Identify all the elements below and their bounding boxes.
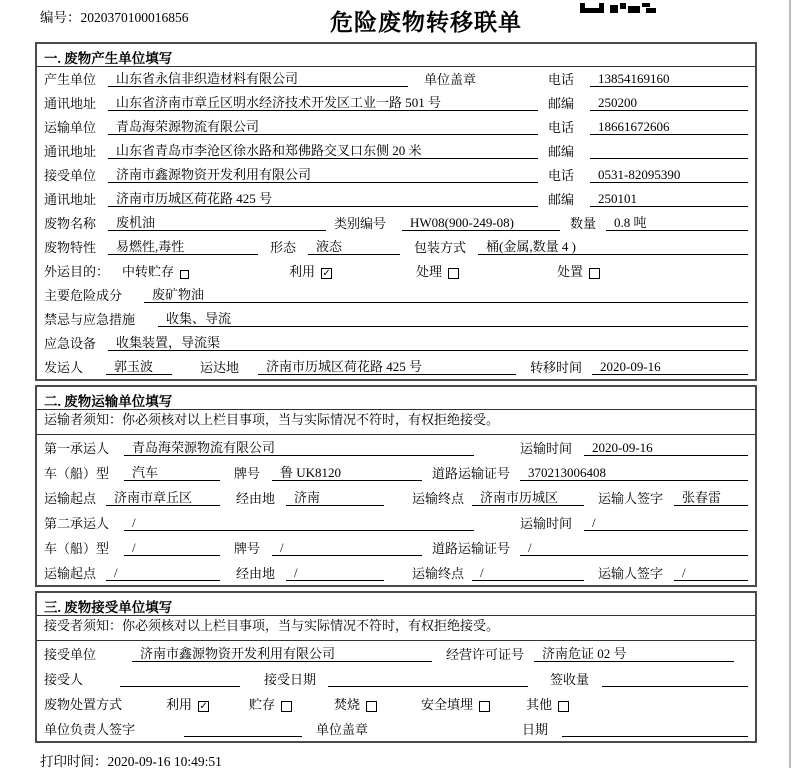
- producer-address-value: 山东省济南市章丘区明水经济技术开发区工业一路 501 号: [108, 95, 538, 111]
- transporter-phone-label: 电话: [548, 120, 575, 135]
- route1-start-label: 运输起点: [44, 491, 97, 506]
- vehicle1-plate-value: 鲁 UK8120: [272, 465, 422, 481]
- row-receive-unit: [37, 641, 755, 666]
- waste-character-value: 易燃性,毒性: [108, 239, 258, 255]
- route2-end-label: 运输终点: [412, 566, 465, 581]
- row-disposal-method: [37, 691, 755, 716]
- section-producer: [35, 42, 757, 381]
- producer-unit-value: 山东省永信非织造材料有限公司: [108, 71, 408, 87]
- row-producer-address: [37, 91, 755, 115]
- row-receiver-unit: [37, 163, 755, 187]
- packing-value: 桶(金属,数量 4 ): [478, 239, 748, 255]
- route1-sign-label: 运输人签字: [598, 491, 664, 506]
- route1-via-value: 济南: [286, 490, 384, 506]
- receiver-address-value: 济南市历城区荷花路 425 号: [108, 191, 538, 207]
- row-receive-notice: [37, 616, 755, 641]
- receive-notice-text: 你必须核对以上栏目事项，当与实际情况不符时，有权拒绝接受。: [122, 618, 500, 633]
- row-vehicle2: [37, 535, 755, 560]
- transporter-address-label: 通讯地址: [44, 144, 97, 159]
- vehicle2-plate-label: 牌号: [234, 541, 261, 556]
- producer-zip-value: 250200: [590, 95, 748, 111]
- print-time-value: 2020-09-16 10:49:51: [107, 754, 222, 768]
- waste-form-value: 液态: [308, 239, 400, 255]
- transport-time1-label: 运输时间: [520, 441, 573, 456]
- vehicle1-plate-label: 牌号: [234, 466, 261, 481]
- vehicle2-license-value: /: [520, 540, 748, 556]
- section-receive: [35, 591, 757, 743]
- transfer-time-label: 转移时间: [530, 360, 583, 375]
- sign-date-label: 日期: [522, 722, 549, 737]
- acceptor-value: [120, 671, 240, 687]
- receive-unit-value: 济南市鑫源物资开发利用有限公司: [132, 646, 432, 662]
- row-vehicle1: [37, 460, 755, 485]
- row-first-carrier: [37, 435, 755, 460]
- emergency-equipment-label: 应急设备: [44, 336, 97, 351]
- waste-qty-label: 数量: [570, 216, 597, 231]
- receiver-unit-value: 济南市鑫源物资开发利用有限公司: [108, 167, 538, 183]
- destination-value: 济南市历城区荷花路 425 号: [258, 359, 516, 375]
- purpose-dispose-checkbox: [589, 268, 600, 279]
- row-route2: [37, 560, 755, 585]
- document-number-label: 编号：: [40, 10, 81, 25]
- section-transport: [35, 385, 757, 587]
- hazard-component-value: 废矿物油: [144, 287, 748, 303]
- route1-end-label: 运输终点: [412, 491, 465, 506]
- vehicle1-license-value: 370213006408: [520, 465, 748, 481]
- first-carrier-label: 第一承运人: [44, 441, 110, 456]
- row-emergency-equipment: [37, 331, 755, 355]
- transporter-zip-value: [590, 143, 748, 159]
- route1-start-value: 济南市章丘区: [106, 490, 220, 506]
- disposal-option-incinerate: 焚烧: [334, 697, 361, 712]
- disposal-landfill-checkbox: [479, 701, 490, 712]
- route2-via-label: 经由地: [236, 566, 276, 581]
- row-transfer-purpose: [37, 259, 755, 283]
- row-hazard-component: [37, 283, 755, 307]
- responsible-sign-value: [184, 721, 302, 737]
- row-transport-notice: [37, 410, 755, 435]
- row-producer-unit: [37, 67, 755, 91]
- manifest-form: [35, 42, 757, 747]
- operating-license-value: 济南危证 02 号: [534, 646, 734, 662]
- route1-via-label: 经由地: [236, 491, 276, 506]
- receiver-zip-label: 邮编: [548, 192, 575, 207]
- route2-sign-value: /: [674, 565, 748, 581]
- transporter-address-value: 山东省青岛市李沧区徐水路和郑佛路交叉口东侧 20 米: [108, 143, 538, 159]
- received-qty-value: [602, 671, 748, 687]
- receive-unit-label: 接受单位: [44, 647, 97, 662]
- transporter-unit-value: 青岛海荣源物流有限公司: [108, 119, 538, 135]
- first-carrier-value: 青岛海荣源物流有限公司: [124, 440, 474, 456]
- transport-time1-value: 2020-09-16: [584, 440, 748, 456]
- row-consignor: [37, 355, 755, 379]
- disposal-option-utilize: 利用: [166, 697, 193, 712]
- route1-sign-value: 张春雷: [674, 490, 748, 506]
- receiver-phone-label: 电话: [548, 168, 575, 183]
- waste-category-label: 类别编号: [334, 216, 387, 231]
- purpose-option-utilize: 利用: [289, 264, 316, 279]
- transport-notice-text: 你必须核对以上栏目事项，当与实际情况不符时，有权拒绝接受。: [122, 412, 500, 427]
- row-acceptor: [37, 666, 755, 691]
- producer-phone-label: 电话: [548, 72, 575, 87]
- disposal-utilize-checkbox: ✓: [199, 701, 208, 712]
- row-waste-name: [37, 211, 755, 235]
- waste-name-value: 废机油: [108, 215, 326, 231]
- purpose-option-treat: 处理: [416, 264, 443, 279]
- purpose-option-storage: 中转贮存: [122, 264, 175, 279]
- waste-form-label: 形态: [270, 240, 297, 255]
- disposal-storage-checkbox: [281, 701, 292, 712]
- transporter-unit-label: 运输单位: [44, 120, 97, 135]
- disposal-option-storage: 贮存: [249, 697, 276, 712]
- vehicle1-license-label: 道路运输证号: [432, 466, 511, 481]
- packing-label: 包装方式: [414, 240, 467, 255]
- vehicle2-type-label: 车（船）型: [44, 541, 110, 556]
- row-transporter-unit: [37, 115, 755, 139]
- disposal-option-other: 其他: [526, 697, 553, 712]
- route2-end-value: /: [472, 565, 584, 581]
- purpose-utilize-checkbox: ✓: [322, 268, 331, 279]
- section-transport-heading: 二. 废物运输单位填写: [37, 387, 755, 410]
- taboo-measures-value: 收集、导流: [158, 311, 748, 327]
- waste-character-label: 废物特性: [44, 240, 97, 255]
- accept-date-label: 接受日期: [264, 672, 317, 687]
- waste-category-value: HW08(900-249-08): [402, 215, 560, 231]
- vehicle2-type-value: /: [124, 540, 220, 556]
- row-responsible-sign: [37, 716, 755, 741]
- page-edge-line: [789, 0, 791, 768]
- responsible-sign-label: 单位负责人签字: [44, 722, 136, 737]
- disposal-method-label: 废物处置方式: [44, 697, 123, 712]
- section-receive-heading: 三. 废物接受单位填写: [37, 593, 755, 616]
- purpose-option-dispose: 处置: [557, 264, 584, 279]
- producer-zip-label: 邮编: [548, 96, 575, 111]
- receiver-zip-value: 250101: [590, 191, 748, 207]
- unit-seal2-label: 单位盖章: [316, 722, 369, 737]
- print-time-label: 打印时间：: [40, 754, 108, 768]
- disposal-option-landfill: 安全填埋: [421, 697, 474, 712]
- destination-label: 运达地: [200, 360, 240, 375]
- route2-via-value: /: [286, 565, 384, 581]
- transfer-time-value: 2020-09-16: [592, 359, 748, 375]
- consignor-label: 发运人: [44, 360, 84, 375]
- row-taboo-measures: [37, 307, 755, 331]
- second-carrier-label: 第二承运人: [44, 516, 110, 531]
- vehicle1-type-label: 车（船）型: [44, 466, 110, 481]
- producer-phone-value: 13854169160: [590, 71, 748, 87]
- operating-license-label: 经营许可证号: [446, 647, 525, 662]
- vehicle2-license-label: 道路运输证号: [432, 541, 511, 556]
- document-number: [40, 10, 189, 26]
- row-second-carrier: [37, 510, 755, 535]
- receive-notice-label: 接受者须知：: [44, 618, 123, 633]
- receiver-phone-value: 0531-82095390: [590, 167, 748, 183]
- sign-date-value: [562, 721, 748, 737]
- qr-code-fragment-icon: [580, 0, 656, 10]
- transporter-phone-value: 18661672606: [590, 119, 748, 135]
- consignor-value: 郭玉波: [106, 359, 172, 375]
- hazard-component-label: 主要危险成分: [44, 288, 123, 303]
- disposal-other-checkbox: [558, 701, 569, 712]
- receiver-address-label: 通讯地址: [44, 192, 97, 207]
- row-waste-character: [37, 235, 755, 259]
- document-number-value: 2020370100016856: [80, 10, 189, 25]
- page-title: 危险废物转移联单: [330, 10, 522, 35]
- transport-notice-label: 运输者须知：: [44, 412, 123, 427]
- emergency-equipment-value: 收集装置，导流渠: [108, 335, 748, 351]
- transport-time2-value: /: [584, 515, 748, 531]
- acceptor-label: 接受人: [44, 672, 84, 687]
- row-route1: [37, 485, 755, 510]
- producer-address-label: 通讯地址: [44, 96, 97, 111]
- disposal-incinerate-checkbox: [366, 701, 377, 712]
- second-carrier-value: /: [124, 515, 474, 531]
- row-transporter-address: [37, 139, 755, 163]
- route2-sign-label: 运输人签字: [598, 566, 664, 581]
- transporter-zip-label: 邮编: [548, 144, 575, 159]
- unit-seal-label: 单位盖章: [424, 72, 477, 87]
- purpose-treat-checkbox: [448, 268, 459, 279]
- receiver-unit-label: 接受单位: [44, 168, 97, 183]
- vehicle1-type-value: 汽车: [124, 465, 220, 481]
- waste-qty-value: 0.8 吨: [606, 215, 748, 231]
- received-qty-label: 签收量: [550, 672, 590, 687]
- print-time: [40, 750, 222, 768]
- waste-name-label: 废物名称: [44, 216, 97, 231]
- accept-date-value: [328, 671, 528, 687]
- transport-time2-label: 运输时间: [520, 516, 573, 531]
- taboo-measures-label: 禁忌与应急措施: [44, 312, 136, 327]
- route2-start-value: /: [106, 565, 220, 581]
- section-producer-heading: 一. 废物产生单位填写: [37, 44, 755, 67]
- purpose-storage-checkbox: [180, 270, 189, 279]
- route1-end-value: 济南市历城区: [472, 490, 584, 506]
- route2-start-label: 运输起点: [44, 566, 97, 581]
- purpose-label: 外运目的：: [44, 264, 110, 279]
- producer-unit-label: 产生单位: [44, 72, 97, 87]
- vehicle2-plate-value: /: [272, 540, 422, 556]
- row-receiver-address: [37, 187, 755, 211]
